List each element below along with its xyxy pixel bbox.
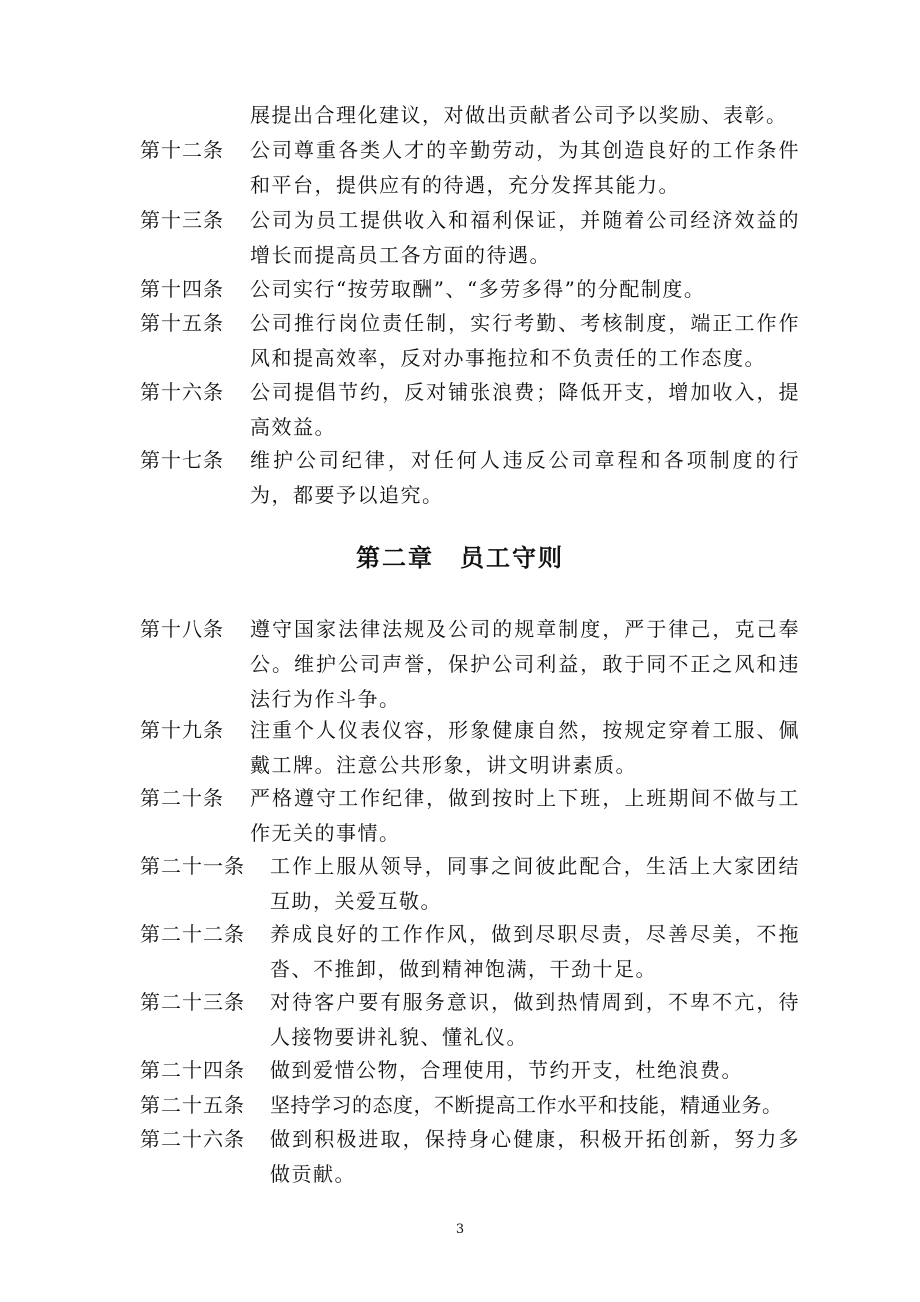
article-text: 注重个人仪表仪容，形象健康自然，按规定穿着工服、佩戴工牌。注意公共形象，讲文明讲素质。: [250, 718, 800, 777]
article-label: 第二十六条: [140, 1127, 245, 1151]
article-text: 工作上服从领导，同事之间彼此配合，生活上大家团结互助，关爱互敬。: [270, 854, 800, 913]
article-label: 第十五条: [140, 311, 224, 335]
article-label: 第十六条: [140, 380, 224, 404]
article-label: 第十四条: [140, 277, 224, 301]
continued-text: 展提出合理化建议，对做出贡献者公司予以奖励、表彰。: [250, 103, 788, 127]
chapter-heading: [0, 538, 920, 573]
article-label: 第十三条: [140, 208, 224, 232]
article-text: 严格遵守工作纪律，做到按时上下班，上班期间不做与工作无关的事情。: [250, 786, 800, 845]
article-text: 公司为员工提供收入和福利保证，并随着公司经济效益的增长而提高员工各方面的待遇。: [250, 208, 800, 267]
article-text: 对待客户要有服务意识，做到热情周到，不卑不亢，待人接物要讲礼貌、懂礼仪。: [270, 990, 800, 1049]
article-label: 第二十四条: [140, 1058, 245, 1082]
article-text: 遵守国家法律法规及公司的规章制度，严于律己，克己奉公。维护公司声誉，保护公司利益，敢于同不正之风和违法行为作斗争。: [250, 617, 800, 711]
chapter-number: 第二章: [356, 544, 434, 572]
article-text: 做到爱惜公物，合理使用，节约开支，杜绝浪费。: [270, 1058, 743, 1082]
article-label: 第二十三条: [140, 990, 245, 1014]
article-text: 做到积极进取，保持身心健康，积极开拓创新，努力多做贡献。: [270, 1127, 800, 1186]
chapter-title: 员工守则: [460, 544, 564, 572]
article-label: 第二十二条: [140, 922, 245, 946]
article-text: 公司推行岗位责任制，实行考勤、考核制度，端正工作作风和提高效率，反对办事拖拉和不负责任的工作态度。: [250, 311, 800, 370]
article-label: 第十七条: [140, 448, 224, 472]
article-text: 维护公司纪律，对任何人违反公司章程和各项制度的行为，都要予以追究。: [250, 448, 800, 507]
article-text: 公司提倡节约，反对铺张浪费；降低开支，增加收入，提高效益。: [250, 380, 800, 439]
article-label: 第二十五条: [140, 1093, 245, 1117]
article-text: 坚持学习的态度，不断提高工作水平和技能，精通业务。: [270, 1093, 783, 1117]
article-label: 第十二条: [140, 138, 224, 162]
article-label: 第二十一条: [140, 854, 245, 878]
article-label: 第十八条: [140, 617, 224, 641]
page-number: 3: [455, 1222, 465, 1237]
article-text: 养成良好的工作作风，做到尽职尽责，尽善尽美，不拖沓、不推卸，做到精神饱满，干劲十足。: [270, 922, 800, 981]
article-text: 公司实行“按劳取酬”、“多劳多得”的分配制度。: [250, 277, 706, 301]
article-text: 公司尊重各类人才的辛勤劳动，为其创造良好的工作条件和平台，提供应有的待遇，充分发挥其能力。: [250, 138, 800, 197]
article-label: 第二十条: [140, 786, 224, 810]
article-label: 第十九条: [140, 718, 224, 742]
